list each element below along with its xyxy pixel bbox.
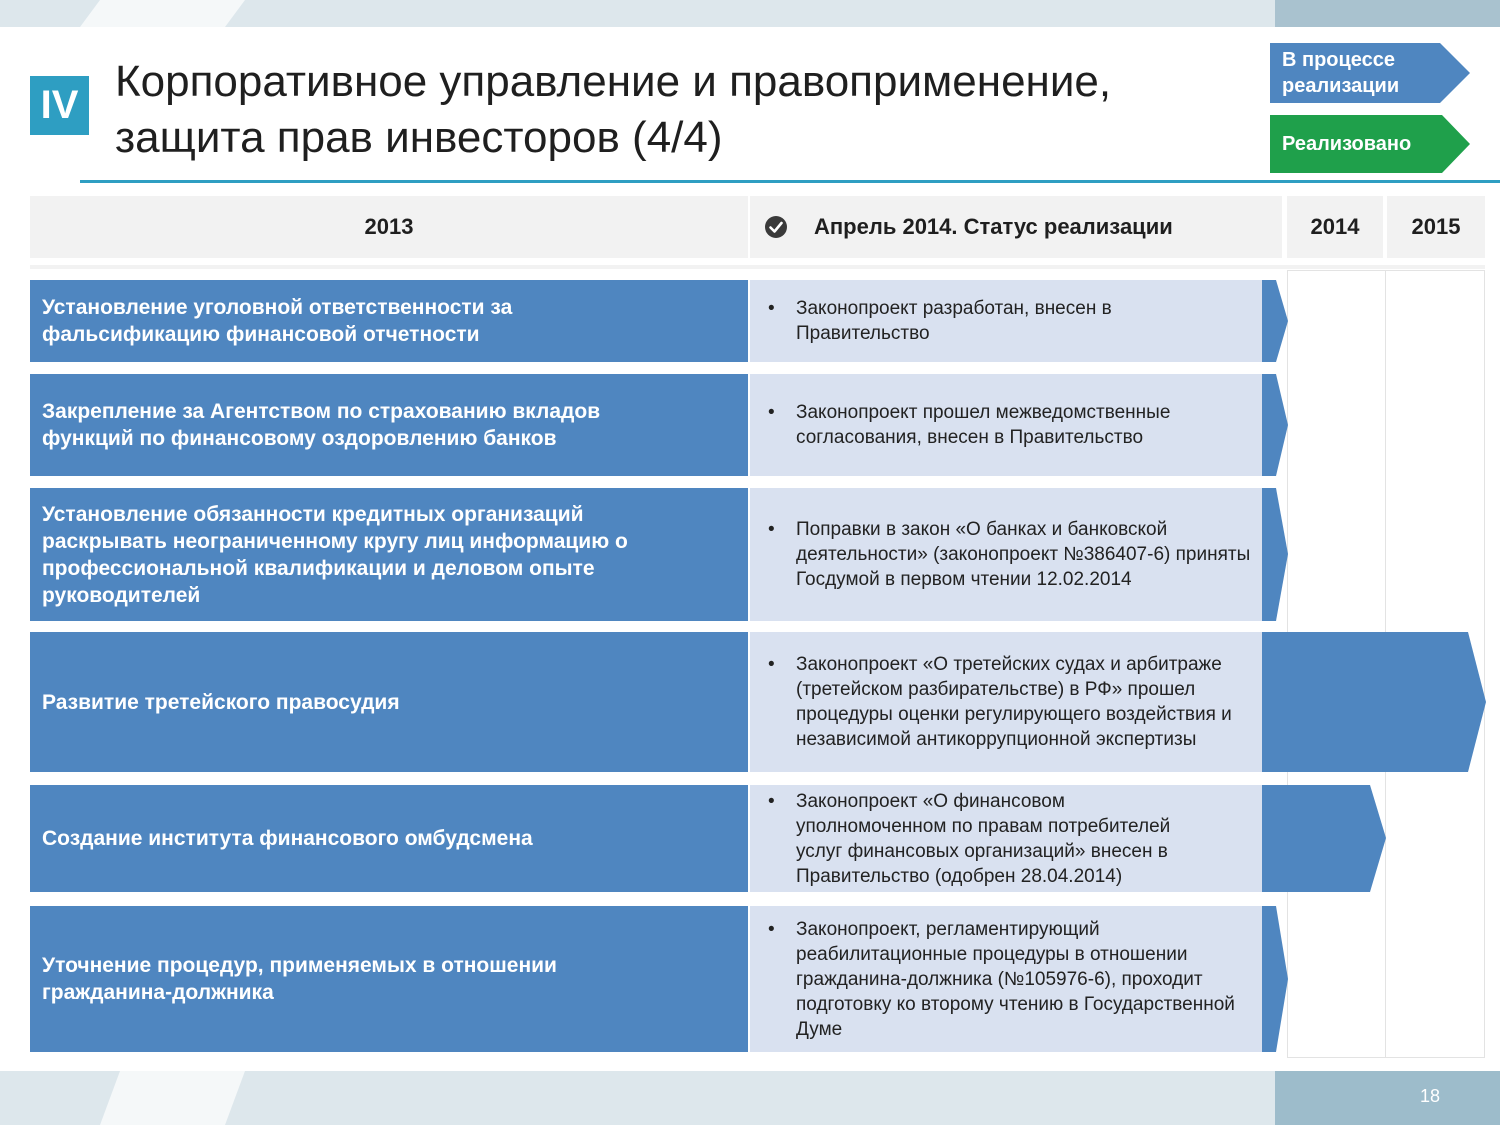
column-header-status [750,196,1282,258]
legend-done [1270,115,1470,173]
row-6-timeline-arrow [1262,906,1290,1052]
row-6-status [750,906,1262,1052]
check-circle-icon [764,215,788,239]
row-6-title-text: Уточнение процедур, применяемых в отношении гражданина-должника [42,954,557,1004]
row-3-title [30,488,748,621]
table-top-rule [30,265,1485,269]
row-1-status [750,280,1262,362]
section-number-badge: IV [30,76,89,135]
column-header-2014-label: 2014 [1310,214,1360,239]
top-band-shapes [0,0,1500,27]
row-5-title-text: Создание института финансового омбудсмена [42,827,533,850]
row-3-status-text: • Поправки в закон «О банках и банковской деятельности» (законопроект №386407-6) приняты Госдумой в первом чтении 12.02.2014 [796,517,1254,592]
row-1-title-text: Установление уголовной ответственности за фальсификацию финансовой отчетности [42,296,513,346]
legend-in-progress-line-1: В процессе [1282,49,1396,71]
row-5-status [750,785,1262,892]
row-1-title [30,280,748,362]
row-2-title-text: Закрепление за Агентством по страхованию вкладов функций по финансовому оздоровлению банков [42,400,601,450]
legend-in-progress-line-2: реализации [1282,75,1400,97]
column-header-2014 [1287,196,1383,258]
row-2-status-text: • Законопроект прошел межведомственные согласования, внесен в Правительство [796,400,1216,450]
column-header-status-label: Апрель 2014. Статус реализации [814,214,1173,239]
bottom-decor-band [0,1071,1500,1125]
page-title [115,54,1215,166]
legend-in-progress-label [1282,47,1399,99]
legend-in-progress [1270,43,1470,103]
page-title-line-1: Корпоративное управление и правоприменение, [115,57,1112,106]
row-5-title [30,785,748,892]
row-3-status [750,488,1262,621]
column-header-2015 [1387,196,1485,258]
column-header-2015-label: 2015 [1411,214,1461,239]
row-4-status [750,632,1262,772]
row-2-title [30,374,748,476]
row-4-title [30,632,748,772]
row-1-timeline-arrow [1262,280,1290,362]
row-2-status [750,374,1262,476]
title-divider [80,180,1500,183]
row-6-title [30,906,748,1052]
legend-done-label: Реализовано [1282,133,1412,155]
top-decor-band [0,0,1500,27]
row-5-timeline-arrow [1262,785,1388,892]
row-3-title-text: Установление обязанности кредитных организаций раскрывать неограниченному кругу лиц информацию о профессиональной квалификации и деловом опыте руководителей [42,502,628,607]
column-header-2013 [30,196,748,258]
row-4-status-text: • Законопроект «О третейских судах и арбитраже (третейском разбирательстве) в РФ» прошел процедуры оценки регулирующего воздействия и независимой антикоррупционной экспертизы [796,652,1236,752]
page-title-line-2: защита прав инвесторов (4/4) [115,113,723,162]
column-header-2013-label: 2013 [364,214,414,239]
page-number: 18 [1419,1086,1441,1106]
row-5-status-text: • Законопроект «О финансовом уполномоченном по правам потребителей услуг финансовых организаций» внесен в Правительство (одобрен 28.04.2014) [796,789,1216,889]
row-4-title-text: Развитие третейского правосудия [42,690,400,714]
row-3-timeline-arrow [1262,488,1290,621]
row-1-status-text: • Законопроект разработан, внесен в Правительство [796,296,1136,346]
row-4-timeline-arrow [1262,632,1488,772]
row-2-timeline-arrow [1262,374,1290,476]
row-6-status-text: • Законопроект, регламентирующий реабилитационные процедуры в отношении гражданина-должника (№105976-6), проходит подготовку ко второму чтению в Государственной Думе [796,917,1251,1042]
bottom-band-shapes [0,1071,1500,1125]
